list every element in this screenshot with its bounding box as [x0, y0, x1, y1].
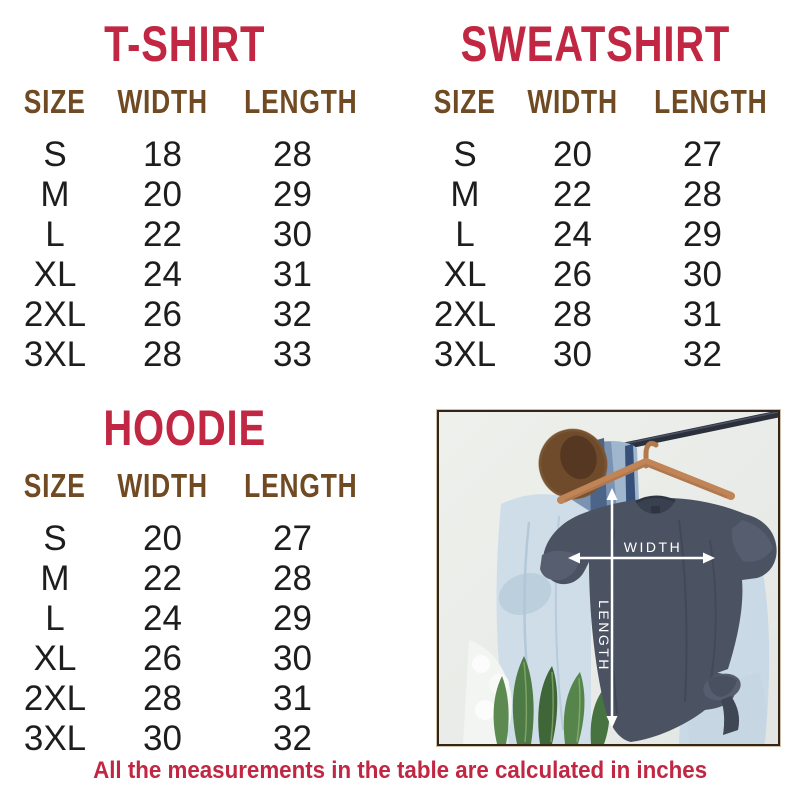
- table-row: [15, 719, 355, 759]
- sweatshirt-size-table: [425, 16, 768, 375]
- size-cell: 2XL: [23, 295, 87, 334]
- length-cell: 32: [273, 719, 312, 758]
- hoodie-title: [15, 400, 355, 456]
- table-row: [15, 335, 355, 375]
- size-cell: M: [40, 559, 70, 598]
- width-cell: 30: [143, 719, 182, 758]
- width-cell: 28: [143, 335, 182, 374]
- size-cell: 3XL: [23, 335, 87, 374]
- sweatshirt-header-row: [425, 83, 768, 127]
- measurement-unit-note: [0, 757, 800, 785]
- width-cell: 22: [553, 175, 592, 214]
- width-cell: 18: [143, 135, 182, 174]
- length-cell: 29: [683, 215, 722, 254]
- length-cell: 31: [273, 255, 312, 294]
- sweatshirt-title: [425, 16, 765, 72]
- width-cell: 26: [143, 639, 182, 678]
- table-row: [425, 175, 765, 215]
- footer-note-text: All the measurements in the table are calculated in inches: [92, 757, 708, 784]
- table-row: [15, 215, 355, 255]
- size-cell: L: [45, 599, 65, 638]
- table-row: [15, 679, 355, 719]
- tshirt-header-row: [15, 83, 358, 127]
- size-cell: L: [455, 215, 475, 254]
- header-length: LENGTH: [654, 83, 768, 120]
- length-cell: 28: [273, 559, 312, 598]
- length-cell: 31: [683, 295, 722, 334]
- width-cell: 24: [553, 215, 592, 254]
- sweatshirt-title-text: SWEATSHIRT: [460, 16, 730, 72]
- measurement-photo: [437, 410, 780, 746]
- size-cell: XL: [443, 255, 487, 294]
- table-row: [425, 295, 765, 335]
- width-cell: 26: [553, 255, 592, 294]
- size-cell: XL: [33, 255, 77, 294]
- width-arrow-label: WIDTH: [623, 539, 683, 555]
- table-row: [15, 255, 355, 295]
- table-row: [425, 255, 765, 295]
- header-width: WIDTH: [527, 83, 618, 120]
- length-cell: 29: [273, 599, 312, 638]
- size-cell: S: [43, 519, 67, 558]
- header-width: WIDTH: [117, 83, 208, 120]
- table-row: [425, 335, 765, 375]
- header-size: SIZE: [24, 467, 86, 504]
- width-cell: 28: [143, 679, 182, 718]
- length-cell: 28: [273, 135, 312, 174]
- size-cell: S: [43, 135, 67, 174]
- hoodie-title-text: HOODIE: [103, 400, 267, 456]
- table-row: [15, 295, 355, 335]
- header-size: SIZE: [24, 83, 86, 120]
- header-width: WIDTH: [117, 467, 208, 504]
- width-cell: 26: [143, 295, 182, 334]
- length-arrow-label: LENGTH: [596, 600, 612, 672]
- table-row: [15, 175, 355, 215]
- width-cell: 20: [553, 135, 592, 174]
- table-row: [425, 215, 765, 255]
- table-row: [15, 135, 355, 175]
- size-cell: 3XL: [23, 719, 87, 758]
- size-cell: M: [40, 175, 70, 214]
- tshirt-title: [15, 16, 355, 72]
- length-cell: 30: [273, 639, 312, 678]
- length-cell: 27: [273, 519, 312, 558]
- clothes-photo-illustration: [439, 412, 778, 744]
- length-cell: 32: [683, 335, 722, 374]
- size-cell: 2XL: [23, 679, 87, 718]
- header-size: SIZE: [434, 83, 496, 120]
- length-cell: 29: [273, 175, 312, 214]
- length-cell: 33: [273, 335, 312, 374]
- table-row: [15, 559, 355, 599]
- tshirt-size-table: [15, 16, 358, 375]
- width-cell: 24: [143, 599, 182, 638]
- width-cell: 30: [553, 335, 592, 374]
- header-length: LENGTH: [244, 467, 358, 504]
- table-row: [15, 599, 355, 639]
- length-cell: 28: [683, 175, 722, 214]
- table-row: [425, 135, 765, 175]
- length-cell: 27: [683, 135, 722, 174]
- width-cell: 20: [143, 519, 182, 558]
- length-cell: 30: [273, 215, 312, 254]
- size-cell: 3XL: [433, 335, 497, 374]
- size-cell: M: [450, 175, 480, 214]
- width-cell: 28: [553, 295, 592, 334]
- header-length: LENGTH: [244, 83, 358, 120]
- width-cell: 24: [143, 255, 182, 294]
- hoodie-header-row: [15, 467, 358, 511]
- size-cell: S: [453, 135, 477, 174]
- length-cell: 32: [273, 295, 312, 334]
- length-cell: 30: [683, 255, 722, 294]
- size-cell: L: [45, 215, 65, 254]
- size-cell: XL: [33, 639, 77, 678]
- width-cell: 22: [143, 215, 182, 254]
- table-row: [15, 639, 355, 679]
- width-cell: 20: [143, 175, 182, 214]
- width-cell: 22: [143, 559, 182, 598]
- tshirt-title-text: T-SHIRT: [104, 16, 266, 72]
- length-cell: 31: [273, 679, 312, 718]
- size-cell: 2XL: [433, 295, 497, 334]
- table-row: [15, 519, 355, 559]
- hoodie-size-table: [15, 400, 358, 759]
